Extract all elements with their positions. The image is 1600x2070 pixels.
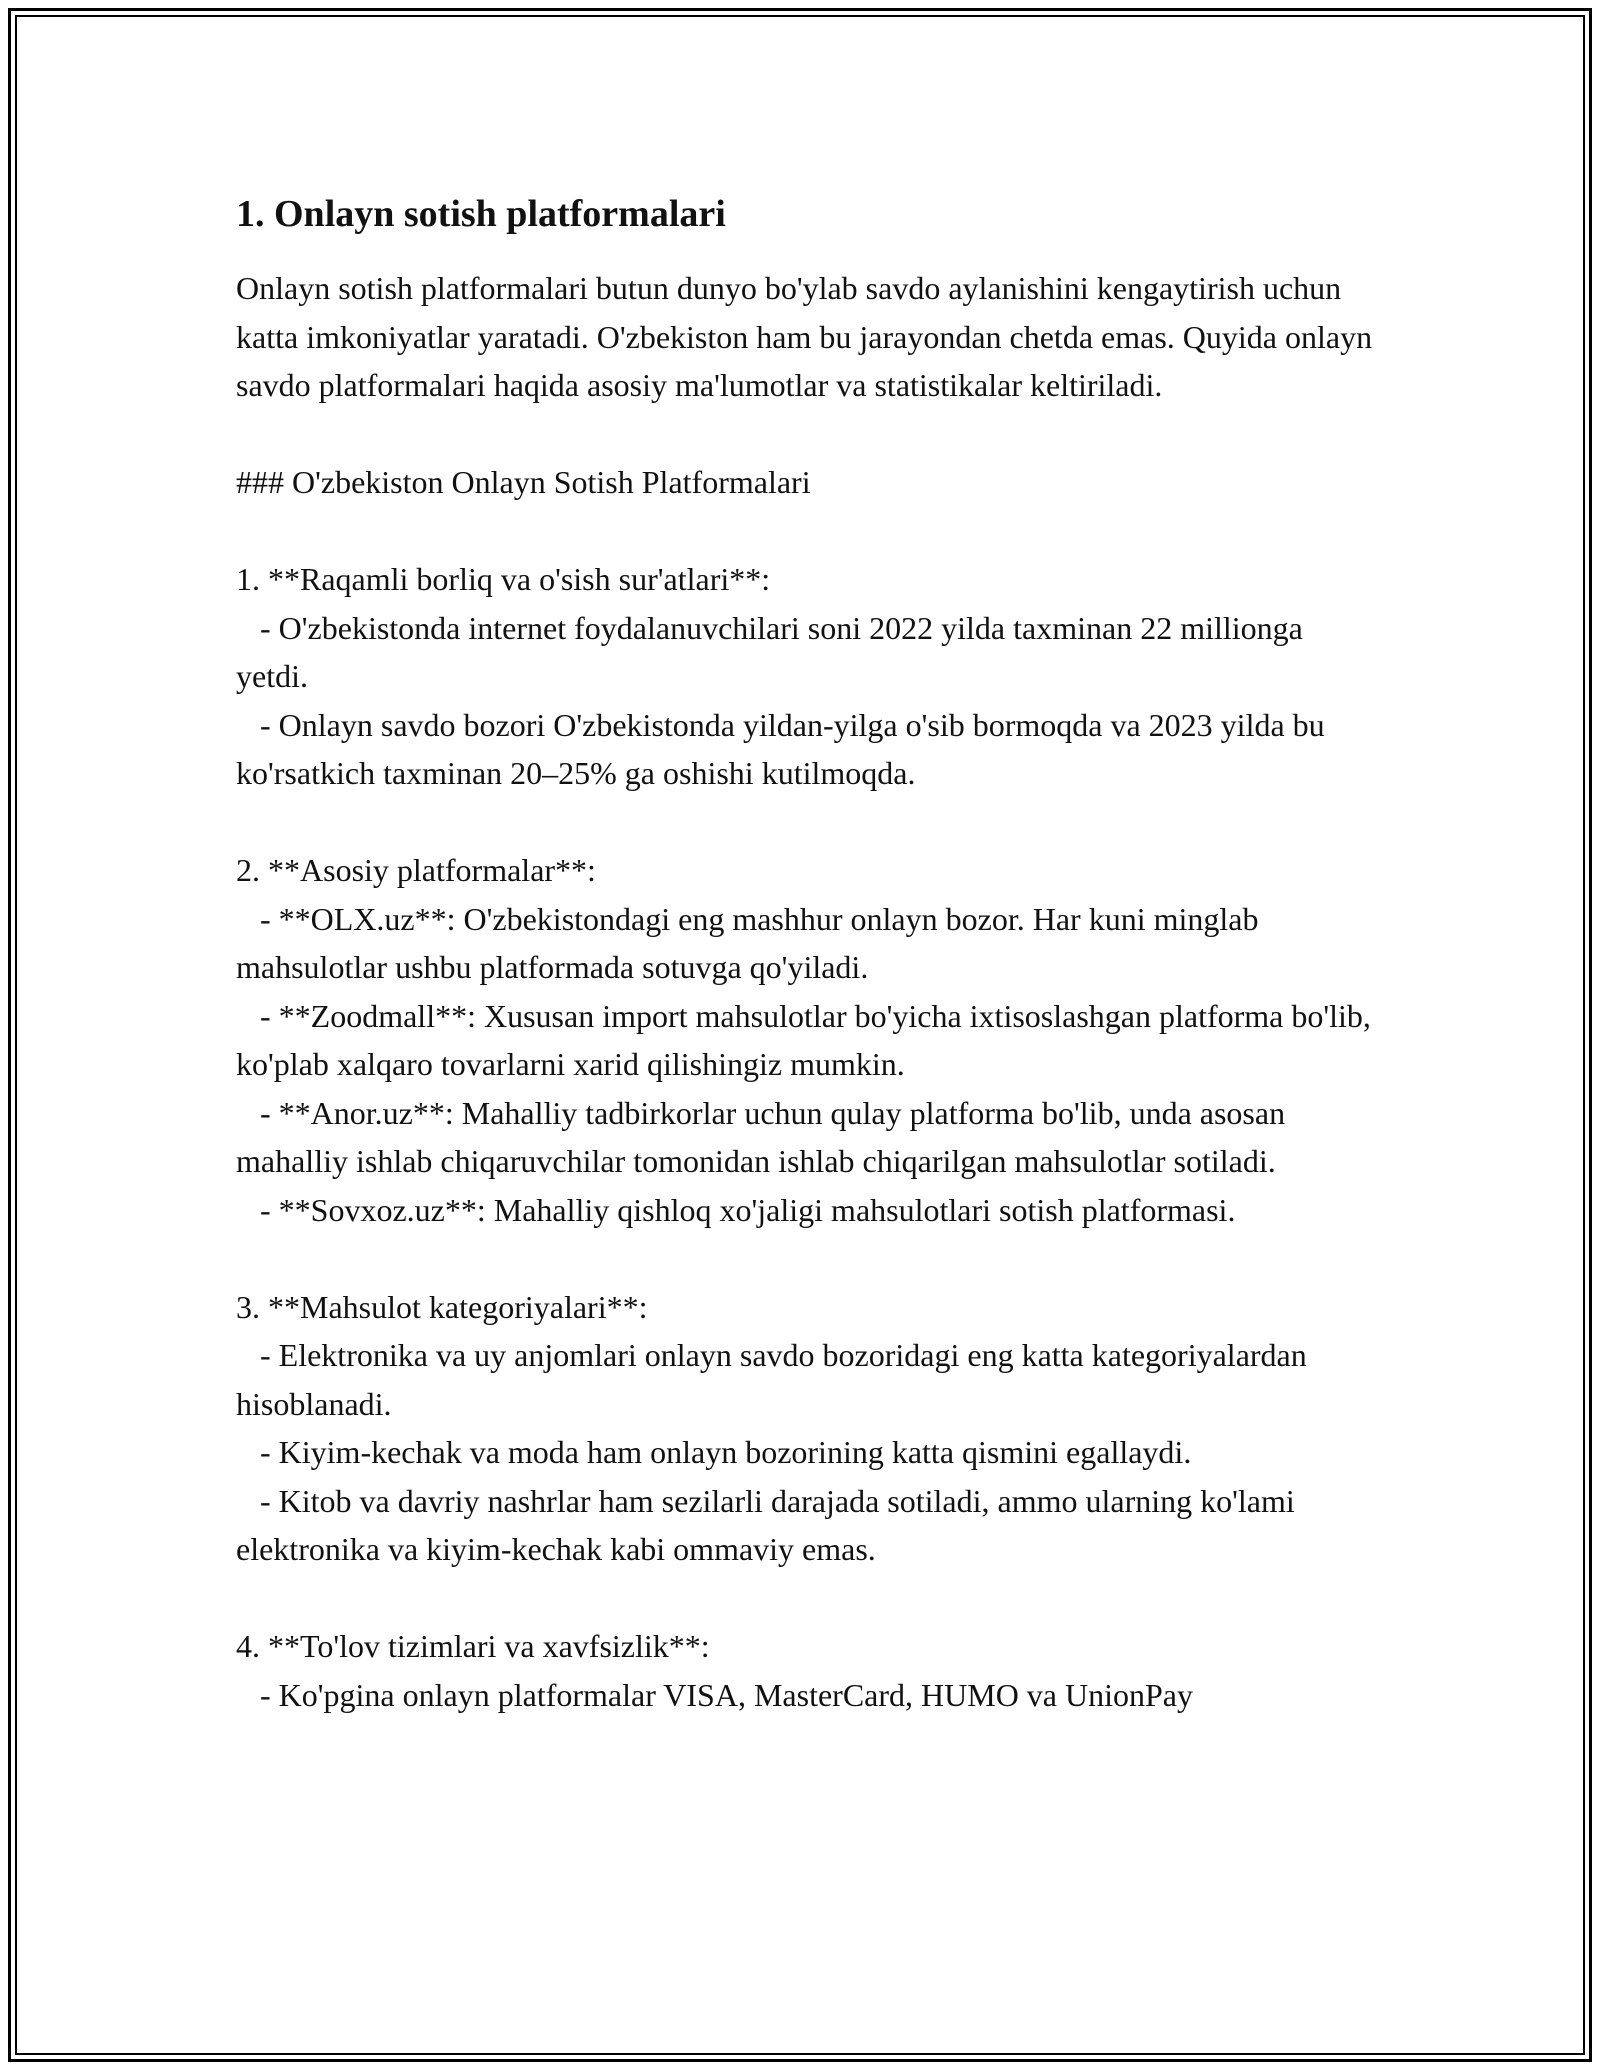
list-item: - Ko'pgina onlayn platformalar VISA, MasterCard, HUMO va UnionPay bbox=[236, 1676, 1193, 1713]
list-item: - **Anor.uz**: Mahalliy tadbirkorlar uchun qulay platforma bo'lib, unda asosan mahalliy ishlab chiqaruvchilar tomonidan ishlab chiqarilgan mahsulotlar sotiladi. bbox=[236, 1094, 1294, 1179]
document-title: 1. Onlayn sotish platformalari bbox=[236, 193, 726, 235]
list-item: - **Sovxoz.uz**: Mahalliy qishloq xo'jaligi mahsulotlari sotish platformasi. bbox=[236, 1191, 1236, 1228]
list-item: - Onlayn savdo bozori O'zbekistonda yildan-yilga o'sib bormoqda va 2023 yilda bu ko'rsatkich taxminan 20–25% ga oshishi kutilmoqda. bbox=[236, 706, 1333, 791]
list-item: - Kiyim-kechak va moda ham onlayn bozorining katta qismini egallaydi. bbox=[236, 1434, 1192, 1470]
list-item: - Kitob va davriy nashrlar ham sezilarli darajada sotiladi, ammo ularning ko'lami elektronika va kiyim-kechak kabi ommaviy emas. bbox=[236, 1482, 1303, 1567]
list-item: - **OLX.uz**: O'zbekistondagi eng mashhur onlayn bozor. Har kuni minglab mahsulotlar ushbu platformada sotuvga qo'yiladi. bbox=[236, 900, 1267, 985]
section-heading: 3. **Mahsulot kategoriyalari**: bbox=[236, 1288, 648, 1325]
list-item: - O'zbekistonda internet foydalanuvchilari soni 2022 yilda taxminan 22 millionga yetdi. bbox=[236, 609, 1311, 694]
subheading: ### O'zbekiston Onlayn Sotish Platformalari bbox=[236, 464, 811, 500]
intro-paragraph: Onlayn sotish platformalari butun dunyo bo'ylab savdo aylanishini kengaytirish uchun katta imkoniyatlar yaratadi. O'zbekiston ham bu jarayondan chetda emas. Quyida onlayn savdo platformalari haqida asosiy ma'lumotlar va statistikalar keltiriladi. bbox=[236, 270, 1381, 403]
document-body bbox=[236, 190, 1381, 1719]
list-item: - **Zoodmall**: Xususan import mahsulotlar bo'yicha ixtisoslashgan platforma bo'lib, ko'plab xalqaro tovarlarni xarid qilishingiz mumkin. bbox=[236, 997, 1379, 1082]
section-heading: 4. **To'lov tizimlari va xavfsizlik**: bbox=[236, 1628, 710, 1664]
list-item: - Elektronika va uy anjomlari onlayn savdo bozoridagi eng katta kategoriyalardan hisoblanadi. bbox=[236, 1337, 1315, 1422]
section-heading: 2. **Asosiy platformalar**: bbox=[236, 852, 596, 888]
section-heading: 1. **Raqamli borliq va o'sish sur'atlari**: bbox=[236, 561, 771, 597]
